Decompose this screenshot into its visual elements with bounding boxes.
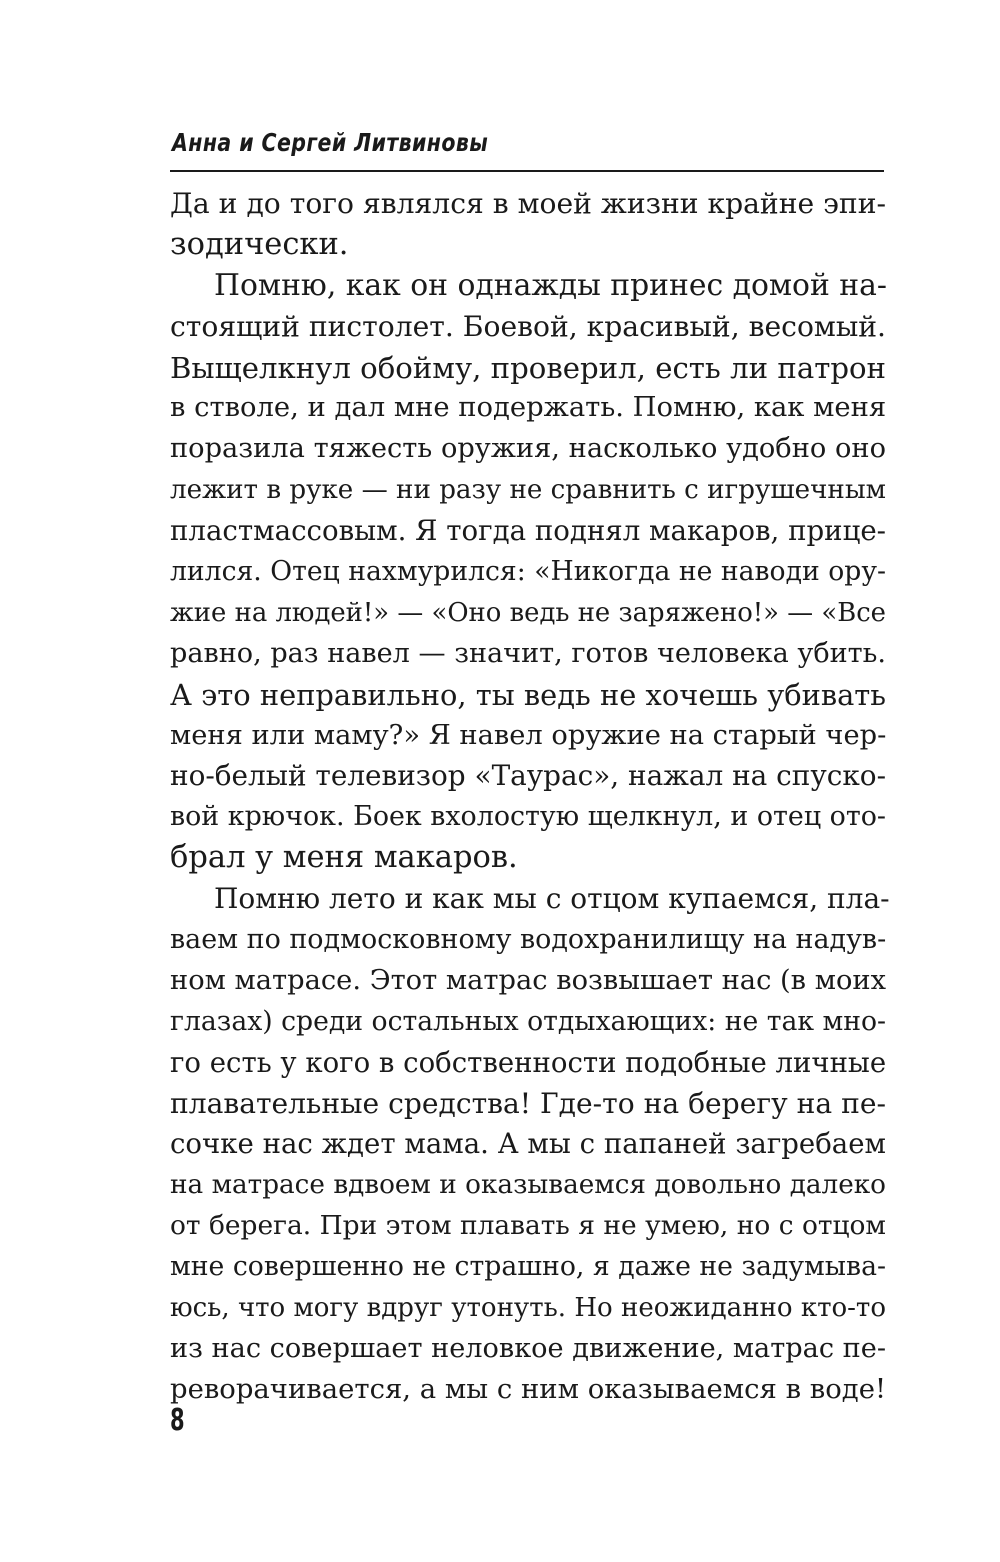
text-line: в стволе, и дал мне подержать. Помню, как меня bbox=[170, 392, 887, 424]
text-line: плавательные средства! Где-то на берегу на пе- bbox=[170, 1086, 886, 1120]
text-line: зодически. bbox=[170, 226, 349, 262]
body-text bbox=[170, 184, 890, 1411]
text-line: ном матрасе. Этот матрас возвышает нас (в моих bbox=[170, 964, 886, 996]
page-number: 8 bbox=[170, 1403, 185, 1438]
text-line: пластмассовым. Я тогда поднял макаров, прице- bbox=[170, 514, 886, 548]
text-line: реворачивается, а мы с ним оказываемся в воде! bbox=[170, 1373, 886, 1405]
text-line: Помню лето и как мы с отцом купаемся, пла- bbox=[214, 882, 890, 916]
running-head-title: Анна и Сергей Литвиновы bbox=[172, 128, 489, 157]
text-line: из нас совершает неловкое движение, матрас пе- bbox=[170, 1332, 887, 1364]
text-line: поразила тяжесть оружия, насколько удобно оно bbox=[170, 433, 886, 465]
text-line: брал у меня макаров. bbox=[170, 840, 518, 876]
text-line: от берега. При этом плавать я не умею, но с отцом bbox=[170, 1210, 886, 1242]
text-line: сочке нас ждет мама. А мы с папаней загребаем bbox=[170, 1127, 886, 1161]
text-line: меня или маму?» Я навел оружие на старый чер- bbox=[170, 719, 887, 751]
text-line: жие на людей!» — «Оно ведь не заряжено!» — «Все bbox=[170, 597, 886, 628]
text-line: го есть у кого в собственности подобные личные bbox=[170, 1046, 887, 1079]
text-line: Выщелкнул обойму, проверил, есть ли патрон bbox=[170, 350, 886, 385]
header-rule bbox=[170, 170, 884, 172]
text-line: вой крючок. Боек вхолостую щелкнул, и отец ото- bbox=[170, 801, 886, 833]
text-line: но-белый телевизор «Таурас», нажал на спуско- bbox=[170, 759, 886, 793]
text-line: стоящий пистолет. Боевой, красивый, весомый. bbox=[170, 309, 886, 343]
text-line: мне совершенно не страшно, я даже не задумыва- bbox=[170, 1251, 886, 1283]
text-line: глазах) среди остальных отдыхающих: не так мно- bbox=[170, 1005, 887, 1037]
text-line: ваем по подмосковному водохранилищу на надув- bbox=[170, 924, 887, 956]
text-line: Да и до того являлся в моей жизни крайне эпи- bbox=[170, 187, 886, 220]
text-line: лежит в руке — ни разу не сравнить с игрушечным bbox=[170, 475, 886, 506]
text-line: лился. Отец нахмурился: «Никогда не наводи ору- bbox=[170, 556, 886, 588]
text-line: Помню, как он однажды принес домой на- bbox=[214, 267, 887, 303]
text-line: равно, раз навел — значит, готов человека убить. bbox=[170, 637, 886, 669]
text-line: А это неправильно, ты ведь не хочешь убивать bbox=[170, 677, 886, 712]
text-line: юсь, что могу вдруг утонуть. Но неожиданно кто-то bbox=[170, 1293, 886, 1324]
text-line: на матрасе вдвоем и оказываемся довольно далеко bbox=[170, 1170, 886, 1201]
